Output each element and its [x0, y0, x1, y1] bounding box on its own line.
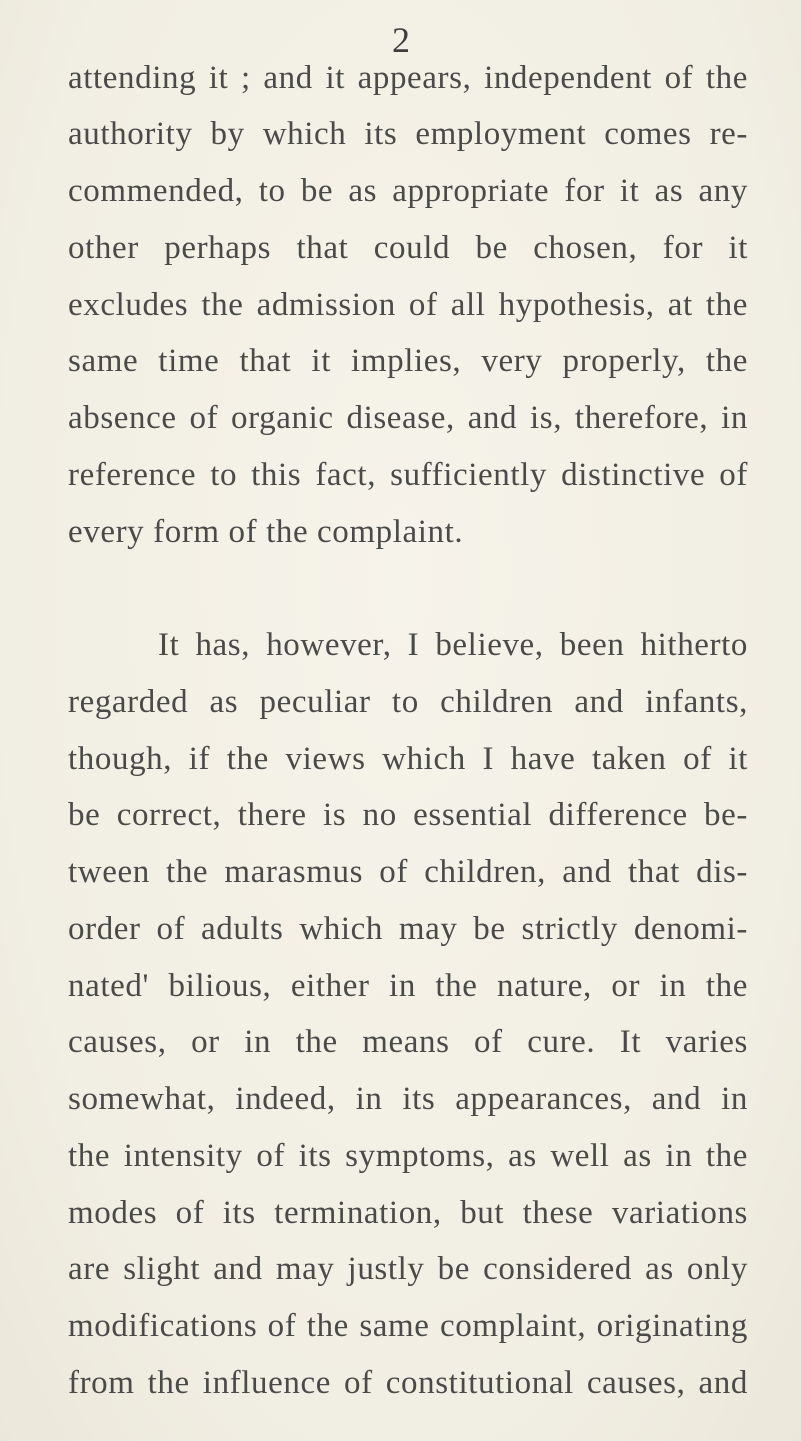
- text-line: are slight and may justly be considered as only: [68, 1251, 748, 1287]
- text-line: same time that it implies, very properly, the: [68, 343, 748, 379]
- text-line: modes of its termination, but these variations: [68, 1195, 748, 1231]
- text-line: attending it ; and it appears, independent of the: [68, 60, 748, 96]
- text-line: excludes the admission of all hypothesis, at the: [68, 287, 748, 323]
- text-line: other perhaps that could be chosen, for it: [68, 230, 748, 266]
- text-line: order of adults which may be strictly denomi-: [68, 911, 748, 947]
- page-number: 2: [392, 20, 410, 60]
- text-line: somewhat, indeed, in its appearances, and in: [68, 1081, 748, 1117]
- text-line: authority by which its employment comes re-: [68, 116, 748, 152]
- text-line: the intensity of its symptoms, as well as in the: [68, 1138, 748, 1174]
- text-line: tween the marasmus of children, and that dis-: [68, 854, 748, 890]
- text-line: though, if the views which I have taken of it: [68, 741, 748, 777]
- text-line: reference to this fact, sufficiently distinctive of: [68, 457, 748, 493]
- text-line: modifications of the same complaint, originating: [68, 1308, 748, 1344]
- text-line: be correct, there is no essential difference be-: [68, 797, 748, 833]
- text-line: absence of organic disease, and is, therefore, in: [68, 400, 748, 436]
- text-line: commended, to be as appropriate for it as any: [68, 173, 748, 209]
- text-line: nated' bilious, either in the nature, or in the: [68, 968, 748, 1004]
- paragraph-end-line: every form of the complaint.: [68, 514, 464, 550]
- text-line: regarded as peculiar to children and infants,: [68, 684, 748, 720]
- text-line: causes, or in the means of cure. It varies: [68, 1024, 748, 1060]
- paragraph-first-line: It has, however, I believe, been hitherto: [158, 627, 748, 663]
- text-line: from the influence of constitutional causes, and: [68, 1365, 748, 1401]
